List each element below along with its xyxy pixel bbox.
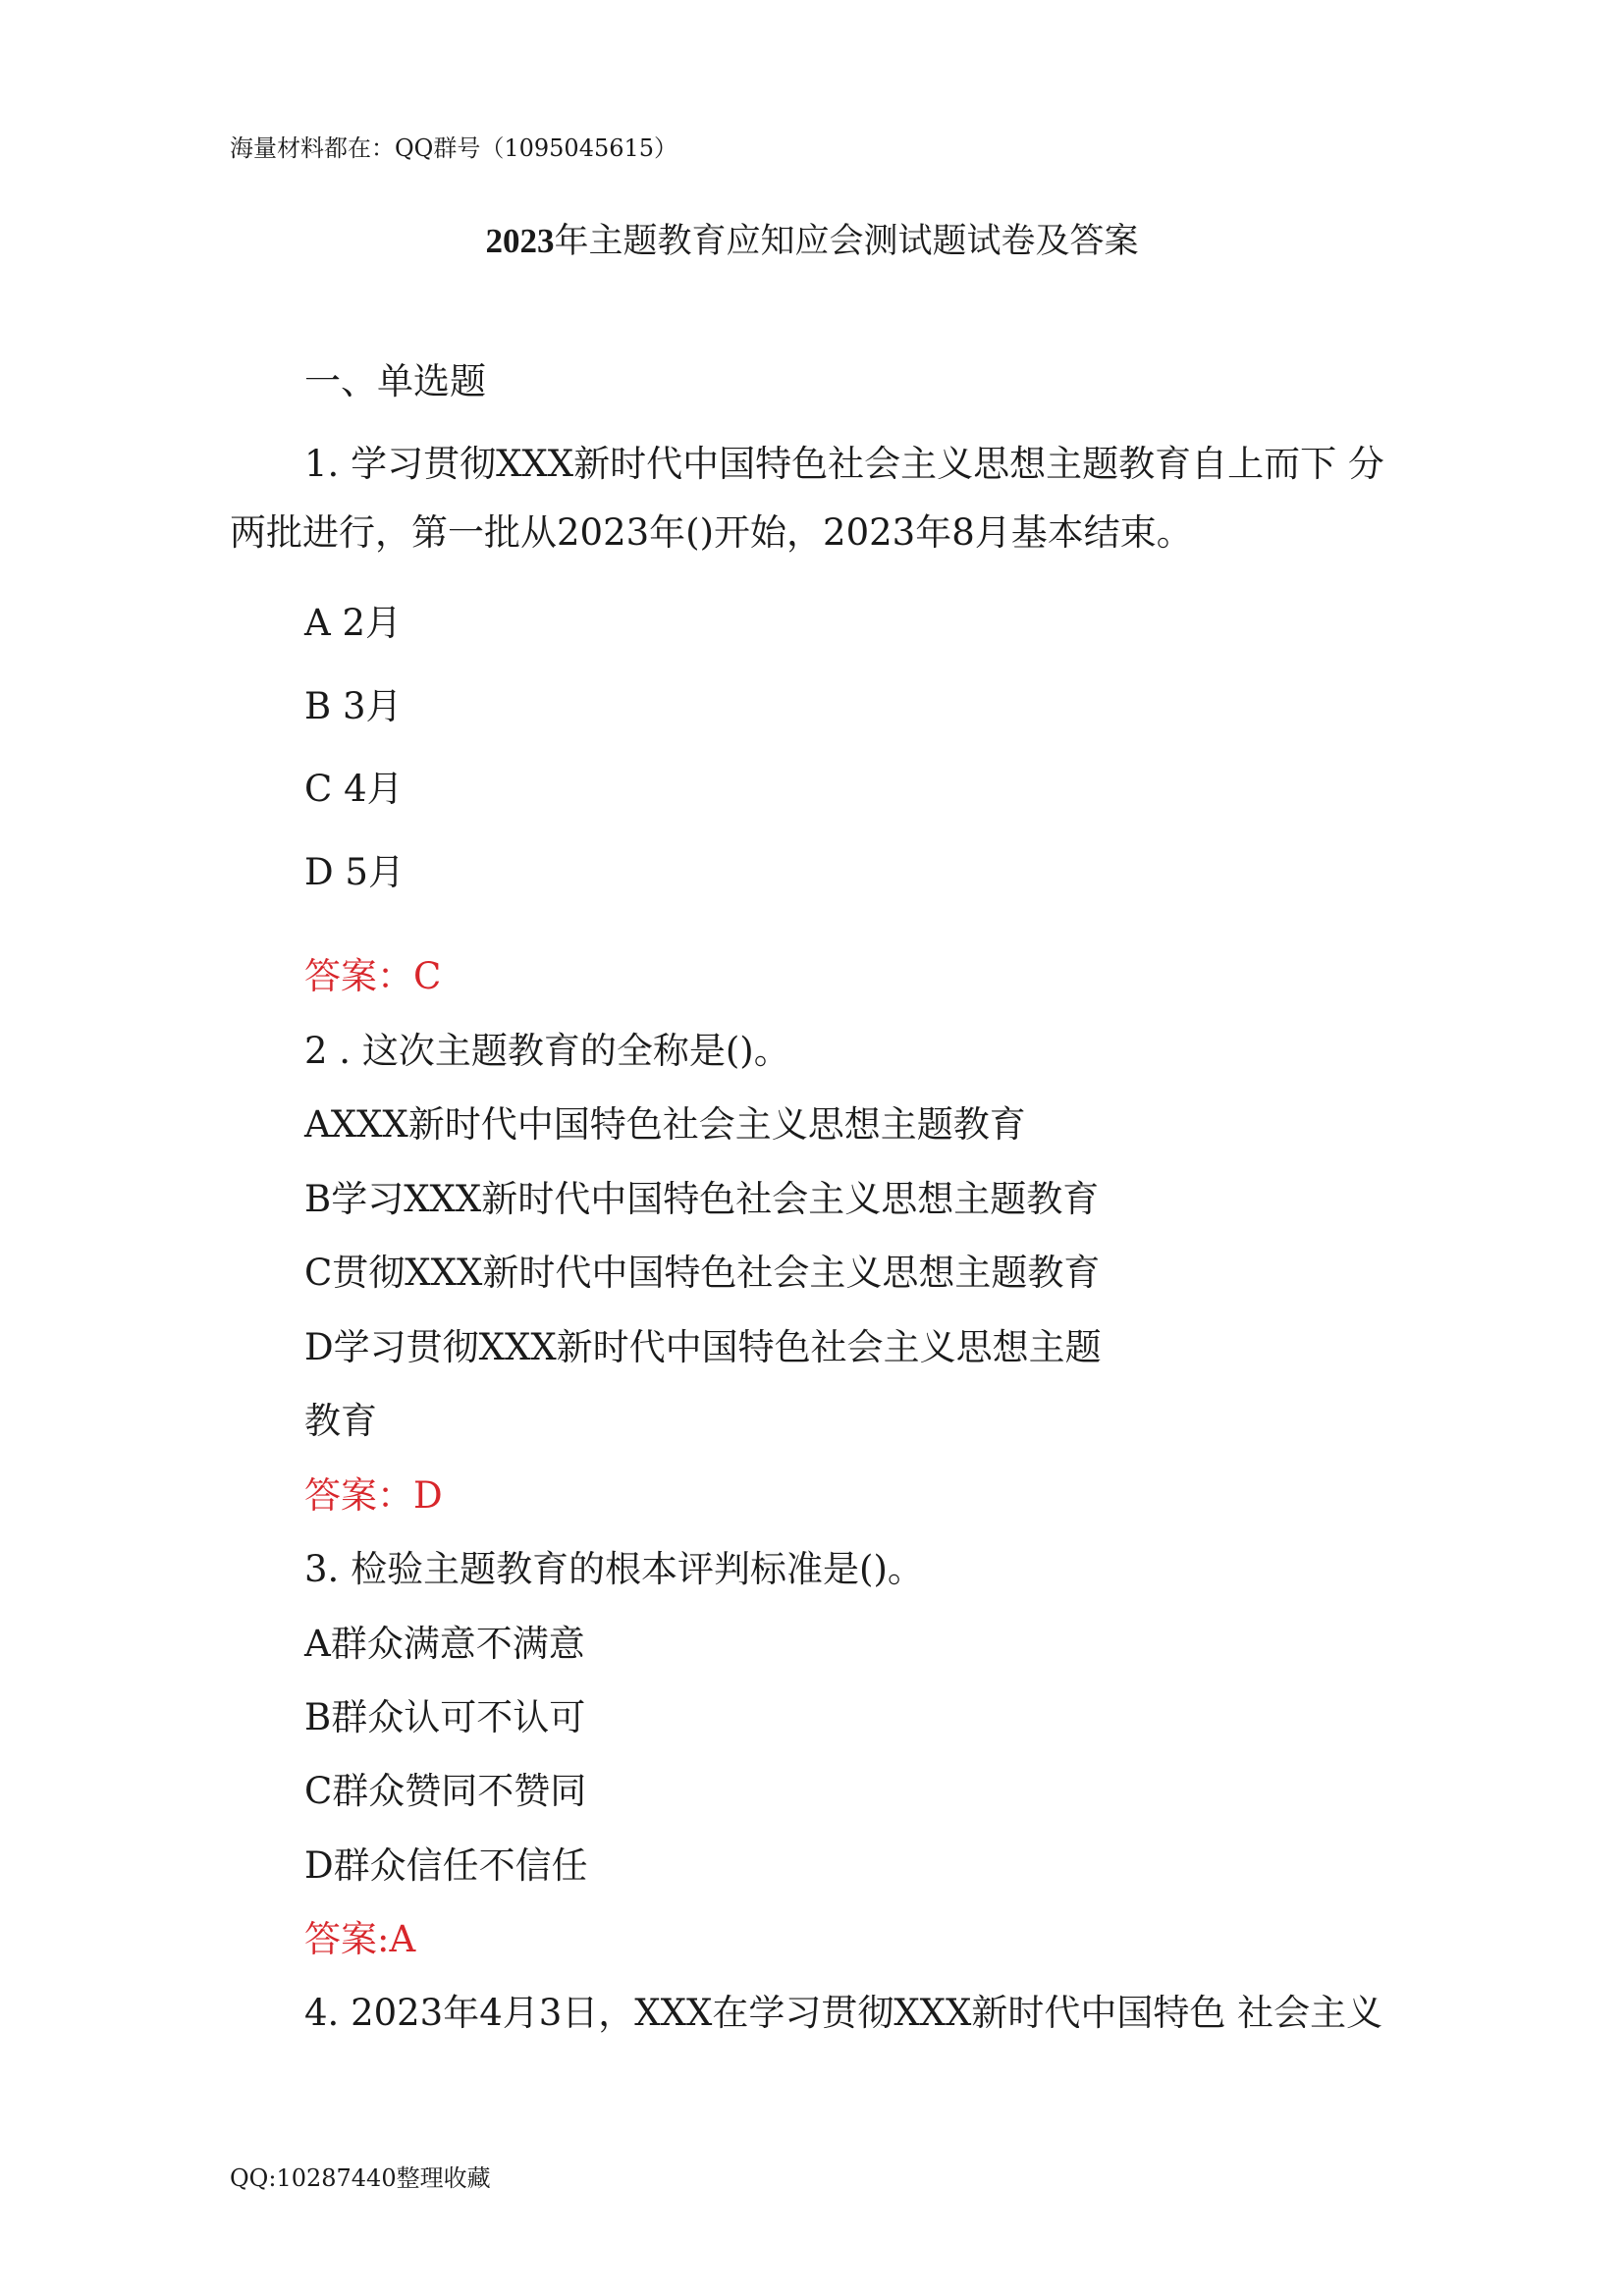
- question-2-option-d-continuation: 教育: [304, 1400, 377, 1442]
- question-3-answer: 答案:A: [304, 1918, 416, 1960]
- question-3-option-c: C群众赞同不赞同: [304, 1770, 587, 1812]
- question-1-stem-line-2: 两批进行，第一批从2023年()开始，2023年8月基本结束。: [230, 511, 1193, 554]
- question-3-stem: 3. 检验主题教育的根本评判标准是()。: [304, 1548, 924, 1590]
- question-2-option-c: C贯彻XXX新时代中国特色社会主义思想主题教育: [304, 1252, 1101, 1294]
- question-2-answer: 答案：D: [304, 1474, 443, 1517]
- question-2-option-d: D学习贯彻XXX新时代中国特色社会主义思想主题: [304, 1326, 1102, 1368]
- document-title: [0, 218, 1624, 265]
- question-1-answer: 答案：C: [304, 955, 442, 997]
- question-2-option-a: AXXX新时代中国特色社会主义思想主题教育: [304, 1103, 1026, 1146]
- question-3-option-b: B群众认可不认可: [304, 1696, 586, 1738]
- header-note: 海量材料都在：QQ群号（1095045615）: [230, 134, 678, 162]
- title-text: 年主题教育应知应会测试题试卷及答案: [554, 222, 1139, 261]
- question-1-option-a: A 2月: [304, 602, 403, 644]
- question-1-stem-line-1: 1. 学习贯彻XXX新时代中国特色社会主义思想主题教育自上而下 分: [304, 443, 1384, 485]
- question-3-option-d: D群众信任不信任: [304, 1844, 588, 1887]
- title-year: 2023: [485, 222, 555, 260]
- question-1-option-b: B 3月: [304, 685, 403, 727]
- question-1-option-d: D 5月: [304, 851, 405, 893]
- section-heading: 一、单选题: [304, 360, 486, 402]
- question-3-option-a: A群众满意不满意: [304, 1623, 585, 1665]
- question-1-option-c: C 4月: [304, 768, 404, 810]
- footer-note: QQ:10287440整理收藏: [230, 2164, 491, 2192]
- question-2-option-b: B学习XXX新时代中国特色社会主义思想主题教育: [304, 1178, 1100, 1220]
- question-4-stem-line-1: 4. 2023年4月3日，XXX在学习贯彻XXX新时代中国特色 社会主义: [304, 1992, 1383, 2034]
- question-2-stem: 2 . 这次主题教育的全称是()。: [304, 1030, 790, 1072]
